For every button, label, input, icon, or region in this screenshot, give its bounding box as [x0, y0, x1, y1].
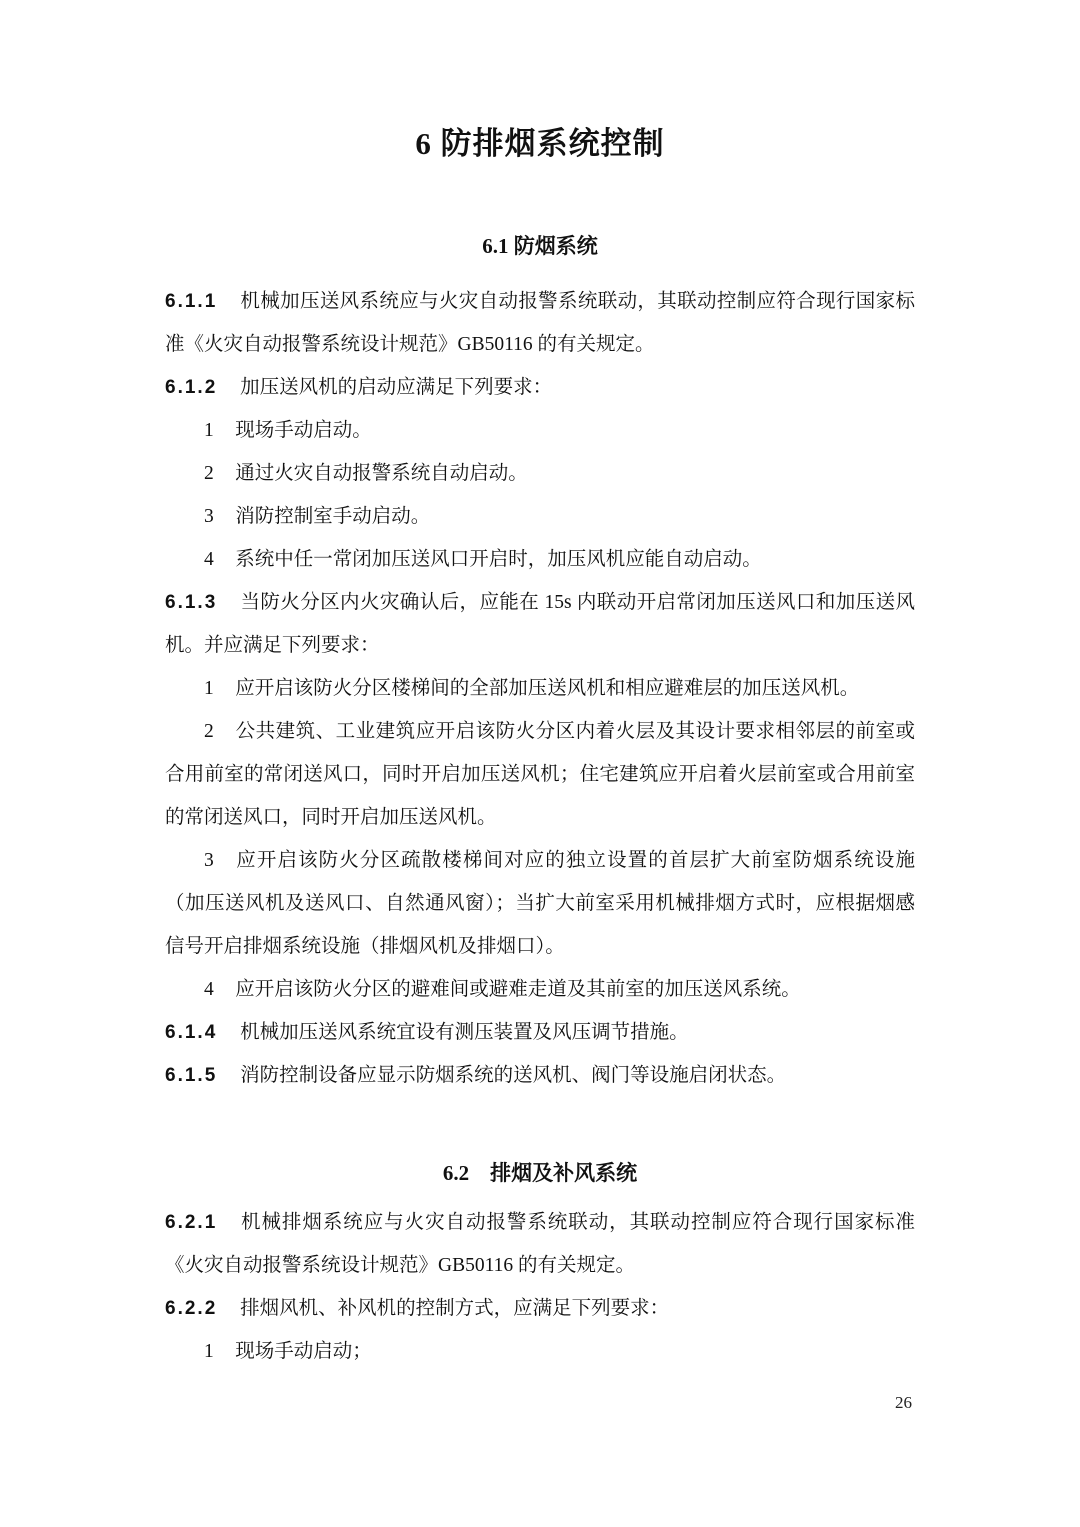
list-item: [165, 1330, 915, 1373]
clause-6-1-1: [165, 280, 915, 366]
item-number: 3: [204, 850, 214, 871]
clause-6-1-4: [165, 1011, 915, 1054]
clause-text: 加压送风机的启动应满足下列要求：: [240, 377, 553, 398]
item-text: 应开启该防火分区疏散楼梯间对应的独立设置的首层扩大前室防烟系统设施（加压送风机及送风口、自然通风窗）；当扩大前室采用机械排烟方式时，应根据烟感信号开启排烟系统设施（排烟风机及排烟口）。: [165, 850, 915, 957]
clause-text: 机械排烟系统应与火灾自动报警系统联动，其联动控制应符合现行国家标准《火灾自动报警系统设计规范》GB50116 的有关规定。: [165, 1212, 915, 1276]
page-number: 26: [895, 1393, 912, 1412]
list-item: [165, 667, 915, 710]
clause-text: 机械加压送风系统宜设有测压装置及风压调节措施。: [240, 1022, 689, 1043]
clause-number: 6.2.1: [165, 1212, 218, 1233]
clause-6-1-3: [165, 581, 915, 667]
list-item: [165, 839, 915, 968]
clause-number: 6.1.1: [165, 291, 218, 312]
item-text: 公共建筑、工业建筑应开启该防火分区内着火层及其设计要求相邻层的前室或合用前室的常闭送风口，同时开启加压送风机；住宅建筑应开启着火层前室或合用前室的常闭送风口，同时开启加压送风机。: [165, 721, 915, 828]
item-text: 应开启该防火分区的避难间或避难走道及其前室的加压送风系统。: [235, 979, 801, 1000]
item-number: 2: [204, 463, 214, 484]
clause-number: 6.2.2: [165, 1298, 218, 1319]
list-item: [165, 710, 915, 839]
chapter-title: 6 防排烟系统控制: [415, 126, 665, 161]
clause-text: 排烟风机、补风机的控制方式，应满足下列要求：: [240, 1298, 670, 1319]
clause-text: 消防控制设备应显示防烟系统的送风机、阀门等设施启闭状态。: [240, 1065, 787, 1086]
item-number: 4: [204, 549, 214, 570]
item-number: 1: [204, 678, 214, 699]
clause-6-1-5: [165, 1054, 915, 1097]
item-text: 现场手动启动；: [235, 1341, 372, 1362]
clause-number: 6.1.4: [165, 1022, 218, 1043]
list-item: [165, 538, 915, 581]
item-number: 2: [204, 721, 214, 742]
item-text: 现场手动启动。: [235, 420, 372, 441]
item-text: 应开启该防火分区楼梯间的全部加压送风机和相应避难层的加压送风机。: [235, 678, 860, 699]
clause-text: 机械加压送风系统应与火灾自动报警系统联动，其联动控制应符合现行国家标准《火灾自动报警系统设计规范》GB50116 的有关规定。: [165, 291, 915, 355]
clause-6-2-2: [165, 1287, 915, 1330]
clause-6-1-2: [165, 366, 915, 409]
item-number: 3: [204, 506, 214, 527]
item-text: 通过火灾自动报警系统自动启动。: [235, 463, 528, 484]
clause-number: 6.1.3: [165, 592, 218, 613]
clause-6-2-1: [165, 1201, 915, 1287]
section-heading-6-1: 6.1 防烟系统: [482, 234, 598, 258]
list-item: [165, 968, 915, 1011]
clause-number: 6.1.5: [165, 1065, 218, 1086]
section-heading-6-2: 6.2 排烟及补风系统: [442, 1161, 638, 1185]
item-text: 系统中任一常闭加压送风口开启时，加压风机应能自动启动。: [235, 549, 762, 570]
clause-text: 当防火分区内火灾确认后，应能在 15s 内联动开启常闭加压送风口和加压送风机。并应满足下列要求：: [165, 592, 915, 656]
list-item: [165, 452, 915, 495]
clause-number: 6.1.2: [165, 377, 218, 398]
item-number: 1: [204, 420, 214, 441]
item-number: 1: [204, 1341, 214, 1362]
list-item: [165, 409, 915, 452]
item-text: 消防控制室手动启动。: [235, 506, 431, 527]
item-number: 4: [204, 979, 214, 1000]
list-item: [165, 495, 915, 538]
